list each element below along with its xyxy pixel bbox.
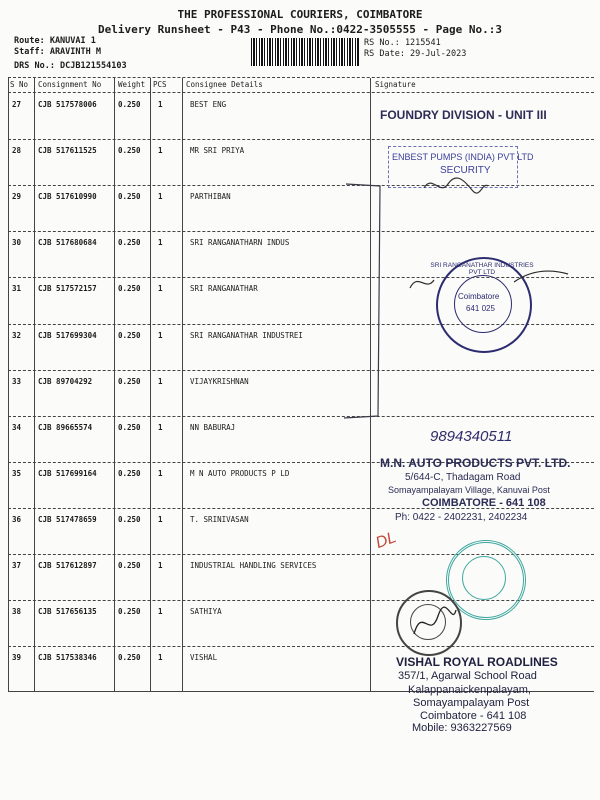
row-divider	[8, 416, 594, 417]
cell-consignee: INDUSTRIAL HANDLING SERVICES	[190, 561, 317, 570]
cell-consignee: M N AUTO PRODUCTS P LD	[190, 468, 290, 478]
dl-mark: DL	[373, 529, 399, 553]
cell-consignment: CJB 89704292	[38, 376, 93, 386]
cell-pcs: 1	[158, 238, 163, 248]
cell-sno: 33	[12, 376, 22, 386]
cell-weight: 0.250	[118, 514, 141, 524]
row-divider	[8, 139, 594, 140]
cell-consignment: CJB 517478659	[38, 514, 97, 524]
cell-consignment: CJB 89665574	[38, 422, 93, 432]
signature-mark	[420, 172, 490, 198]
cell-consignment: CJB 517538346	[38, 653, 97, 663]
cell-pcs: 1	[158, 330, 163, 340]
cell-consignment: CJB 517572157	[38, 284, 97, 294]
page-title: THE PROFESSIONAL COURIERS, COIMBATORE	[177, 8, 423, 21]
col-header-pcs: PCS	[153, 80, 167, 89]
cell-sno: 29	[12, 192, 22, 202]
cell-consignment: CJB 517680684	[38, 238, 97, 248]
table-head-rule	[8, 92, 594, 93]
cell-pcs: 1	[158, 422, 163, 432]
cell-pcs: 1	[158, 607, 163, 617]
col-header-consignee: Consignee Details	[186, 80, 263, 89]
cell-sno: 32	[12, 330, 22, 340]
cell-consignment: CJB 517612897	[38, 561, 97, 570]
cell-sno: 30	[12, 238, 22, 248]
cell-weight: 0.250	[118, 284, 141, 294]
cell-pcs: 1	[158, 284, 163, 294]
cell-sno: 31	[12, 284, 22, 294]
barcode	[251, 38, 359, 66]
cell-consignee: SRI RANGANATHAR INDUSTREI	[190, 330, 303, 340]
cell-consignment: CJB 517699304	[38, 330, 97, 340]
col-header-signature: Signature	[375, 80, 416, 89]
cell-weight: 0.250	[118, 146, 141, 156]
table-row	[0, 373, 600, 419]
drs-label: DRS No.: DCJB121554103	[14, 61, 127, 71]
col-header-sno: S No	[10, 80, 29, 89]
mn-stamp-addr1: 5/644-C, Thadagam Road	[405, 472, 521, 483]
cell-pcs: 1	[158, 376, 163, 386]
cell-consignee: MR SRI PRIYA	[190, 146, 245, 156]
cell-consignee: SRI RANGANATHAR	[190, 284, 258, 294]
cell-pcs: 1	[158, 146, 163, 156]
cell-sno: 37	[12, 561, 22, 570]
table-top-rule	[8, 77, 594, 78]
cell-weight: 0.250	[118, 468, 141, 478]
cell-sno: 28	[12, 146, 22, 156]
cell-consignment: CJB 517610990	[38, 192, 97, 202]
cell-consignee: NN BABURAJ	[190, 422, 236, 432]
enbest-stamp: ENBEST PUMPS (INDIA) PVT LTD	[392, 152, 534, 162]
foundry-stamp: FOUNDRY DIVISION - UNIT III	[380, 108, 547, 122]
cell-consignment: CJB 517656135	[38, 607, 97, 617]
cell-sno: 35	[12, 468, 22, 478]
rs-date-label: RS Date: 29-Jul-2023	[364, 49, 467, 59]
hand-bracket	[340, 180, 390, 430]
cell-pcs: 1	[158, 514, 163, 524]
col-header-consignment: Consignment No	[38, 80, 102, 89]
cell-sno: 39	[12, 653, 22, 663]
rs-no-label: RS No.: 1215541	[364, 38, 441, 48]
teal-seal-inner	[462, 556, 506, 600]
mn-stamp-city: COIMBATORE - 641 108	[422, 497, 546, 509]
table-row	[0, 188, 600, 234]
cell-consignment: CJB 517578006	[38, 100, 97, 109]
ranganathar-ring-text: SRI RANGANATHAR INDUSTRIES PVT LTD	[430, 262, 534, 276]
cell-consignee: VISHAL	[190, 653, 218, 663]
cell-weight: 0.250	[118, 607, 141, 617]
vishal-stamp-city: Coimbatore - 641 108	[420, 710, 527, 722]
vishal-stamp-addr1: 357/1, Agarwal School Road	[398, 670, 537, 682]
vishal-stamp-addr2: Kalappanaickenpalayam,	[408, 684, 531, 696]
page-subtitle: Delivery Runsheet - P43 - Phone No.:0422-3505555 - Page No.:3	[98, 23, 502, 36]
cell-weight: 0.250	[118, 100, 141, 109]
cell-consignee: VIJAYKRISHNAN	[190, 376, 249, 386]
cell-consignee: PARTHIBAN	[190, 192, 231, 202]
cell-consignee: SRI RANGANATHARN INDUS	[190, 238, 290, 248]
signature-mark	[404, 600, 460, 644]
cell-pcs: 1	[158, 653, 163, 663]
mn-stamp-addr2: Somayampalayam Village, Kanuvai Post	[388, 485, 550, 495]
cell-pcs: 1	[158, 561, 163, 570]
handwritten-phone: 9894340511	[430, 428, 513, 445]
security-stamp: SECURITY	[440, 165, 491, 176]
mn-stamp-phone: Ph: 0422 - 2402231, 2402234	[395, 512, 528, 523]
cell-sno: 27	[12, 100, 22, 109]
cell-pcs: 1	[158, 192, 163, 202]
cell-pcs: 1	[158, 100, 163, 109]
mn-stamp-name: M.N. AUTO PRODUCTS PVT. LTD.	[380, 456, 571, 470]
cell-consignee: BEST ENG	[190, 100, 227, 109]
cell-weight: 0.250	[118, 330, 141, 340]
cell-weight: 0.250	[118, 192, 141, 202]
signature-mark	[404, 262, 572, 302]
staff-label: Staff: ARAVINTH M	[14, 47, 101, 57]
vishal-stamp-name: VISHAL ROYAL ROADLINES	[396, 655, 558, 669]
row-divider	[8, 231, 594, 232]
cell-weight: 0.250	[118, 376, 141, 386]
col-header-weight: Weight	[118, 80, 146, 89]
cell-weight: 0.250	[118, 653, 141, 663]
cell-weight: 0.250	[118, 238, 141, 248]
cell-consignee: T. SRINIVASAN	[190, 514, 249, 524]
cell-consignment: CJB 517699164	[38, 468, 97, 478]
ranganathar-pin: 641 025	[466, 304, 495, 313]
vishal-stamp-addr3: Somayampalayam Post	[413, 697, 530, 709]
cell-sno: 38	[12, 607, 22, 617]
cell-pcs: 1	[158, 468, 163, 478]
cell-consignee: SATHIYA	[190, 607, 222, 617]
cell-consignment: CJB 517611525	[38, 146, 97, 156]
row-divider	[8, 370, 594, 371]
cell-weight: 0.250	[118, 422, 141, 432]
cell-sno: 34	[12, 422, 22, 432]
row-divider	[8, 646, 594, 647]
cell-sno: 36	[12, 514, 22, 524]
vishal-stamp-mobile: Mobile: 9363227569	[412, 722, 512, 734]
ranganathar-city: Coimbatore	[458, 292, 500, 301]
cell-weight: 0.250	[118, 561, 141, 570]
route-label: Route: KANUVAI 1	[14, 36, 96, 46]
